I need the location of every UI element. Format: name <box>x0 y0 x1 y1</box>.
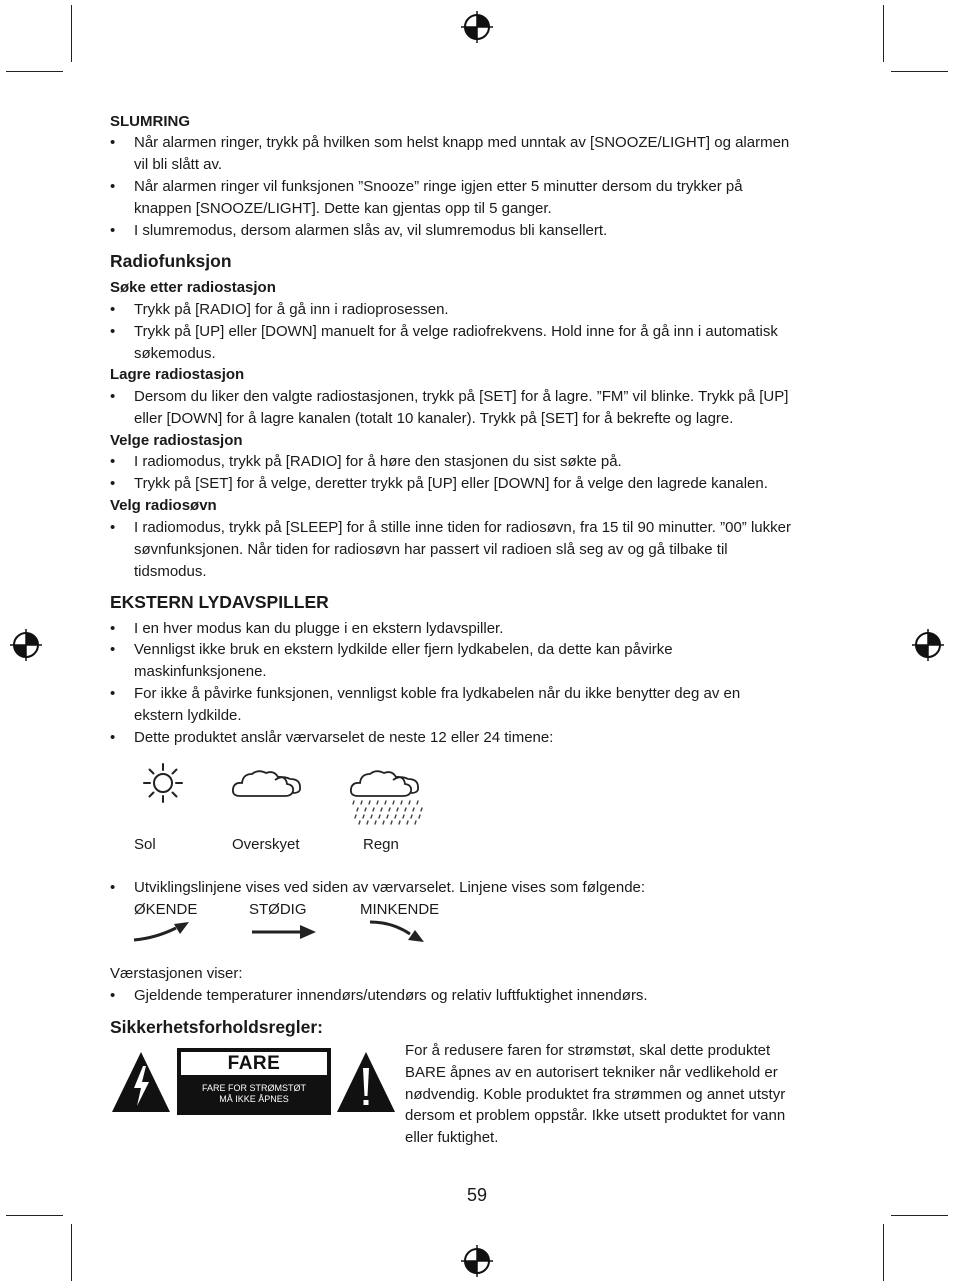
bullet-text: Utviklingslinjene vises ved siden av værvarselet. Linjene vises som følgende: <box>134 879 646 896</box>
crop-mark <box>891 71 948 72</box>
bullet-glyph: • <box>110 685 116 702</box>
safety-text-line: For å redusere faren for strømstøt, skal dette produktet <box>405 1042 771 1059</box>
bullet-text: Dette produktet anslår værvarselet de neste 12 eller 24 timene: <box>134 729 554 746</box>
danger-label-sub1: FARE FOR STRØMSTØT <box>201 1083 306 1093</box>
bullet-glyph: • <box>110 519 116 536</box>
falling-arrow-icon <box>368 918 428 944</box>
registration-mark-icon <box>461 11 493 43</box>
bullet-glyph: • <box>110 453 116 470</box>
bullet-text: Når alarmen ringer, trykk på hvilken som helst knapp med unntak av [SNOOZE/LIGHT] og alarmen <box>134 134 790 151</box>
section-heading-slumring: SLUMRING <box>110 113 190 130</box>
bullet-text: Når alarmen ringer vil funksjonen ”Snooze” ringe igjen etter 5 minutter dersom du trykker på <box>134 178 743 195</box>
bullet-text: Gjeldende temperaturer innendørs/utendørs og relativ luftfuktighet innendørs. <box>134 987 648 1004</box>
registration-mark-icon <box>912 629 944 661</box>
crop-mark <box>6 1215 63 1216</box>
section-heading-safety: Sikkerhetsforholdsregler: <box>110 1017 323 1037</box>
bullet-text: eller [DOWN] for å lagre kanalen (totalt 10 kanaler). Trykk på [SET] for å bekrefte og lagre. <box>134 410 734 427</box>
weather-label-rain: Regn <box>363 836 399 853</box>
weather-label-sun: Sol <box>134 836 156 853</box>
trend-label-falling: MINKENDE <box>360 901 440 918</box>
safety-text-line: nødvendig. Koble produktet fra strømmen og annet utstyr <box>405 1086 786 1103</box>
cloud-icon <box>230 766 304 802</box>
subheading: Søke etter radiostasjon <box>110 279 276 296</box>
danger-label-title: FARE <box>227 1053 281 1074</box>
sun-icon <box>142 762 184 804</box>
bullet-text: I radiomodus, trykk på [RADIO] for å høre den stasjonen du sist søkte på. <box>134 453 622 470</box>
crop-mark <box>883 5 884 62</box>
page-number: 59 <box>466 1185 488 1205</box>
bullet-text: søkemodus. <box>134 345 216 362</box>
bullet-glyph: • <box>110 134 116 151</box>
bullet-text: Vennligst ikke bruk en ekstern lydkilde eller fjern lydkabelen, da dette kan påvirke <box>134 641 673 658</box>
bullet-glyph: • <box>110 620 116 637</box>
crop-mark <box>71 1224 72 1281</box>
registration-mark-icon <box>10 629 42 661</box>
bullet-glyph: • <box>110 178 116 195</box>
bullet-text: Trykk på [SET] for å velge, deretter trykk på [UP] eller [DOWN] for å velge den lagrede kanalen. <box>134 475 768 492</box>
bullet-text: I slumremodus, dersom alarmen slås av, vil slumremodus bli kansellert. <box>134 222 608 239</box>
bullet-glyph: • <box>110 987 116 1004</box>
bullet-text: vil bli slått av. <box>134 156 223 173</box>
bullet-glyph: • <box>110 222 116 239</box>
section-heading-radio: Radiofunksjon <box>110 251 232 271</box>
bullet-text: I en hver modus kan du plugge i en ekstern lydavspiller. <box>134 620 504 637</box>
bullet-glyph: • <box>110 301 116 318</box>
trend-label-rising: ØKENDE <box>134 901 198 918</box>
crop-mark <box>71 5 72 62</box>
safety-text-line: eller fuktighet. <box>405 1129 499 1146</box>
bullet-text: For ikke å påvirke funksjonen, vennligst koble fra lydkabelen når du ikke benytter deg av en <box>134 685 741 702</box>
subheading: Lagre radiostasjon <box>110 366 245 383</box>
electric-shock-warning-icon <box>110 1050 172 1114</box>
bullet-glyph: • <box>110 729 116 746</box>
bullet-text: søvnfunksjonen. Når tiden for radiosøvn har passert vil radioen slå seg av og gå tilbake til <box>134 541 728 558</box>
bullet-text: ekstern lydkilde. <box>134 707 242 724</box>
caution-exclamation-icon <box>335 1050 397 1114</box>
rising-arrow-icon <box>132 920 192 944</box>
weather-label-cloudy: Overskyet <box>232 836 300 853</box>
bullet-text: maskinfunksjonene. <box>134 663 267 680</box>
section-heading-external: EKSTERN LYDAVSPILLER <box>110 592 329 612</box>
registration-mark-icon <box>461 1245 493 1277</box>
crop-mark <box>891 1215 948 1216</box>
danger-label-header <box>180 1051 328 1076</box>
bullet-glyph: • <box>110 879 116 896</box>
bullet-glyph: • <box>110 475 116 492</box>
bullet-glyph: • <box>110 388 116 405</box>
bullet-text: knappen [SNOOZE/LIGHT]. Dette kan gjentas opp til 5 ganger. <box>134 200 552 217</box>
crop-mark <box>6 71 63 72</box>
rain-cloud-icon <box>348 766 426 828</box>
bullet-text: I radiomodus, trykk på [SLEEP] for å stille inne tiden for radiosøvn, fra 15 til 90 minutter. ”00” lukker <box>134 519 791 536</box>
bullet-text: tidsmodus. <box>134 563 207 580</box>
subheading: Velg radiosøvn <box>110 497 217 514</box>
bullet-glyph: • <box>110 323 116 340</box>
bullet-text: Dersom du liker den valgte radiostasjonen, trykk på [SET] for å lagre. ”FM” vil blinke. Trykk på [UP] <box>134 388 789 405</box>
safety-text-line: BARE åpnes av en autorisert tekniker når vedlikehold er <box>405 1064 778 1081</box>
danger-label-sub2: MÅ IKKE ÅPNES <box>219 1094 289 1104</box>
steady-arrow-icon <box>250 922 318 942</box>
safety-text-line: dersom et problem oppstår. Ikke utsett produktet for vann <box>405 1107 786 1124</box>
bullet-text: Trykk på [UP] eller [DOWN] manuelt for å velge radiofrekvens. Hold inne for å gå inn i automatisk <box>134 323 778 340</box>
bullet-glyph: • <box>110 641 116 658</box>
trend-label-steady: STØDIG <box>249 901 307 918</box>
subheading: Velge radiostasjon <box>110 432 243 449</box>
bullet-text: Trykk på [RADIO] for å gå inn i radioprosessen. <box>134 301 449 318</box>
danger-label <box>177 1048 331 1115</box>
station-intro: Værstasjonen viser: <box>110 965 243 982</box>
crop-mark <box>883 1224 884 1281</box>
